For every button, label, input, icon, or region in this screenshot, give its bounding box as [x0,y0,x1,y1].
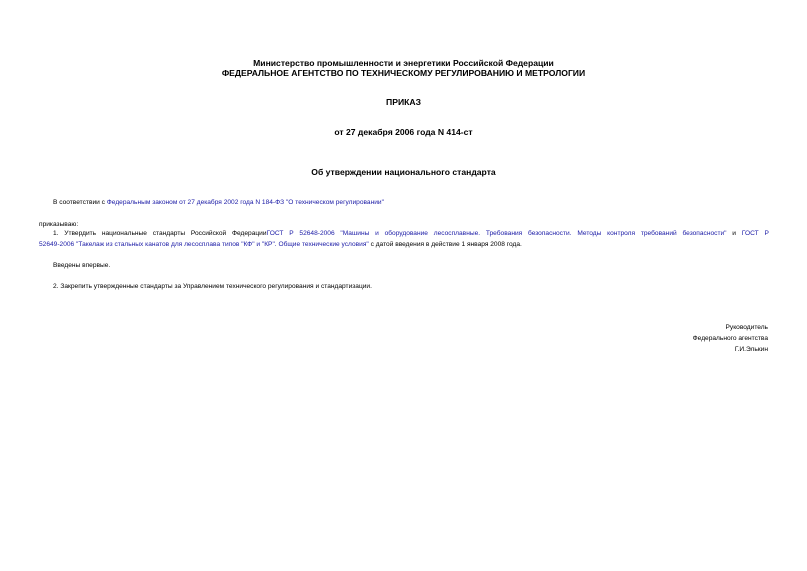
item1-word: Утвердить [64,230,97,237]
order-word: приказываю: [39,221,79,228]
ministry-title: Министерство промышленности и энергетики Российской Федерации [253,58,554,68]
document-subject: Об утверждении национального стандарта [311,167,496,177]
gost-52649-link[interactable]: 52649-2006 "Такелаж из стальных канатов для лесосплава типов "КФ" и "КР". Общие технические условия" [39,241,369,248]
gost-52648-link-word[interactable]: контроля [607,230,636,237]
item1-word: и [732,230,736,237]
signature-position-line1: Руководитель [725,324,768,331]
gost-52648-link-word[interactable]: Р [289,230,294,237]
item1-line1 [53,228,769,239]
item1-word: национальные [101,230,147,237]
gost-52649-link-word[interactable]: Р [764,230,769,237]
gost-52648-link-word[interactable]: и [375,230,379,237]
agency-title: ФЕДЕРАЛЬНОЕ АГЕНТСТВО ПО ТЕХНИЧЕСКОМУ РЕГУЛИРОВАНИЮ И МЕТРОЛОГИИ [221,68,586,78]
item1-word: 1. [53,230,59,237]
federal-law-link[interactable]: Федеральным законом от 27 декабря 2002 года N 184-ФЗ "О техническом регулировании" [106,199,384,206]
gost-52648-link-word[interactable]: безопасности. [528,230,572,237]
item1-line2 [39,239,522,250]
item1-word: Федерации [232,230,267,237]
signature-position-line2: Федерального агентства [692,335,768,342]
gost-52649-link-word[interactable]: ГОСТ [741,230,759,237]
gost-52648-link-word[interactable]: Требования [485,230,523,237]
gost-52648-link-word[interactable]: требований [640,230,677,237]
gost-52648-link-word[interactable]: оборудование [384,230,428,237]
introduced-first: Введены впервые. [53,262,111,269]
item1-word: стандарты [152,230,186,237]
intro-paragraph [53,197,384,208]
item2-paragraph: 2. Закрепить утвержденные стандарты за Управлением технического регулирования и стандартизации. [53,283,372,290]
gost-52648-link-word[interactable]: Методы [577,230,602,237]
gost-52648-link-word[interactable]: лесосплавные. [433,230,481,237]
gost-52648-link[interactable]: ГОСТ [266,230,284,237]
document-date: от 27 декабря 2006 года N 414-ст [334,127,473,137]
signature-name: Г.И.Элькин [734,346,768,353]
item1-federation-gost [232,228,283,239]
gost-52648-link-word[interactable]: 52648-2006 [299,230,335,237]
intro-prefix: В соответствии с [53,199,107,206]
gost-52648-link-word[interactable]: безопасности" [682,230,727,237]
gost-52648-link-word[interactable]: "Машины [340,230,370,237]
item1-tail: с датой введения в действие 1 января 2008 года. [368,241,522,248]
item1-word: Российской [190,230,227,237]
document-type: ПРИКАЗ [386,97,421,107]
